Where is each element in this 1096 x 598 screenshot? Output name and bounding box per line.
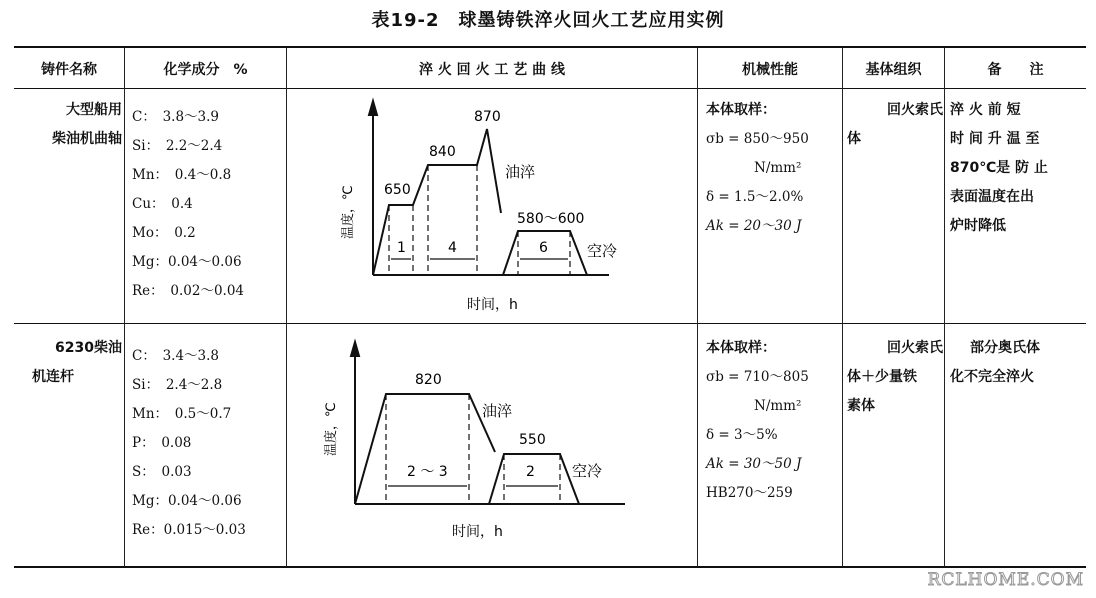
mechanical-line: N/mm² bbox=[754, 398, 802, 414]
row1-remarks bbox=[950, 96, 1084, 241]
duration-label: 2 ～ 3 bbox=[407, 464, 448, 480]
remarks-line: 部分奥氏体 bbox=[970, 340, 1040, 356]
col-divider bbox=[842, 48, 843, 566]
y-axis-label: 温度，℃ bbox=[324, 402, 339, 456]
name-line: 大型船用 bbox=[66, 102, 122, 118]
matrix-line: 回火索氏 bbox=[887, 102, 943, 118]
quench-cycle-line bbox=[355, 394, 495, 504]
temp-label: 550 bbox=[519, 432, 546, 448]
cooling-label: 空冷 bbox=[587, 242, 618, 260]
row1-matrix bbox=[847, 96, 943, 154]
header-mechanical: 机械性能 bbox=[742, 62, 798, 78]
mechanical-line: N/mm² bbox=[754, 160, 802, 176]
temp-label: 650 bbox=[384, 182, 411, 198]
composition-line: Cu： 0.4 bbox=[132, 196, 193, 212]
row2-remarks bbox=[950, 334, 1084, 392]
composition-line: Mn： 0.5～0.7 bbox=[132, 406, 232, 422]
composition-line: Si： 2.2～2.4 bbox=[132, 138, 223, 154]
name-line: 6230柴油 bbox=[55, 340, 122, 356]
matrix-line: 素体 bbox=[847, 398, 875, 414]
row1-composition bbox=[132, 103, 284, 306]
y-axis-arrow bbox=[369, 101, 377, 115]
composition-line: C： 3.8～3.9 bbox=[132, 109, 220, 125]
table-title: 表19-2 球墨铸铁淬火回火工艺应用实例 bbox=[371, 10, 725, 31]
row2-composition bbox=[132, 342, 284, 545]
cooling-label: 空冷 bbox=[572, 462, 603, 480]
temp-label: 580～600 bbox=[517, 211, 585, 227]
remarks-line: 化不完全淬火 bbox=[950, 369, 1034, 385]
remarks-line: 炉时降低 bbox=[950, 218, 1006, 234]
row1-mechanical bbox=[706, 96, 842, 241]
temp-label: 820 bbox=[415, 372, 442, 388]
col-divider bbox=[697, 48, 698, 566]
bottom-rule bbox=[14, 566, 1086, 568]
remarks-line: 时 间 升 温 至 bbox=[950, 131, 1040, 147]
composition-line: Mo： 0.2 bbox=[132, 225, 196, 241]
header-remarks: 备 注 bbox=[987, 62, 1044, 78]
matrix-line: 回火索氏 bbox=[887, 340, 943, 356]
mechanical-line: HB270～259 bbox=[706, 485, 793, 501]
mechanical-line: σb = 710～805 bbox=[706, 369, 809, 385]
row2-process-curve bbox=[287, 324, 697, 566]
composition-line: Re： 0.02～0.04 bbox=[132, 283, 245, 299]
mechanical-line: Ak = 30～50 J bbox=[706, 456, 802, 472]
row1-process-curve bbox=[287, 89, 697, 323]
x-axis-label: 时间，h bbox=[467, 297, 518, 313]
y-axis-label: 温度，℃ bbox=[341, 185, 356, 239]
name-line: 机连杆 bbox=[32, 369, 74, 385]
y-axis-arrow bbox=[351, 342, 359, 356]
composition-line: Mn： 0.4～0.8 bbox=[132, 167, 232, 183]
duration-label: 4 bbox=[448, 240, 457, 256]
quench-label: 油淬 bbox=[482, 402, 513, 420]
header-composition: 化学成分 % bbox=[163, 62, 248, 78]
composition-line: P： 0.08 bbox=[132, 435, 192, 451]
name-line: 柴油机曲轴 bbox=[52, 131, 122, 147]
mechanical-line: 本体取样： bbox=[706, 340, 776, 356]
mechanical-line: 本体取样： bbox=[706, 102, 776, 118]
mechanical-line: δ = 1.5～2.0% bbox=[706, 189, 804, 205]
matrix-line: 体 bbox=[847, 131, 861, 147]
header-matrix: 基体组织 bbox=[865, 62, 922, 78]
composition-line: Mg：0.04～0.06 bbox=[132, 254, 242, 270]
composition-line: Si： 2.4～2.8 bbox=[132, 377, 223, 393]
duration-label: 6 bbox=[539, 240, 548, 256]
matrix-line: 体＋少量铁 bbox=[847, 369, 917, 385]
mechanical-line: Ak = 20～30 J bbox=[706, 218, 802, 234]
composition-line: Re：0.015～0.03 bbox=[132, 522, 246, 538]
duration-label: 2 bbox=[526, 464, 535, 480]
duration-label: 1 bbox=[397, 240, 406, 256]
remarks-line: 870℃是 防 止 bbox=[950, 160, 1048, 176]
watermark: RCLHOME.COM bbox=[927, 570, 1084, 590]
col-divider bbox=[944, 48, 945, 566]
row2-mechanical bbox=[706, 334, 842, 508]
composition-line: S： 0.03 bbox=[132, 464, 192, 480]
x-axis-label: 时间，h bbox=[452, 524, 503, 540]
row2-name bbox=[14, 334, 122, 392]
composition-line: C： 3.4～3.8 bbox=[132, 348, 220, 364]
header-name: 铸件名称 bbox=[41, 62, 97, 78]
temp-label: 840 bbox=[429, 144, 456, 160]
row1-name bbox=[14, 96, 122, 154]
row2-matrix bbox=[847, 334, 943, 421]
composition-line: Mg：0.04～0.06 bbox=[132, 493, 242, 509]
mechanical-line: δ = 3～5% bbox=[706, 427, 778, 443]
quench-label: 油淬 bbox=[505, 163, 536, 181]
remarks-line: 表面温度在出 bbox=[950, 189, 1034, 205]
top-rule bbox=[14, 46, 1086, 48]
mechanical-line: σb = 850～950 bbox=[706, 131, 809, 147]
header-curve: 淬 火 回 火 工 艺 曲 线 bbox=[418, 62, 566, 78]
col-divider bbox=[124, 48, 125, 566]
temp-label: 870 bbox=[474, 109, 501, 125]
remarks-line: 淬 火 前 短 bbox=[950, 102, 1021, 118]
